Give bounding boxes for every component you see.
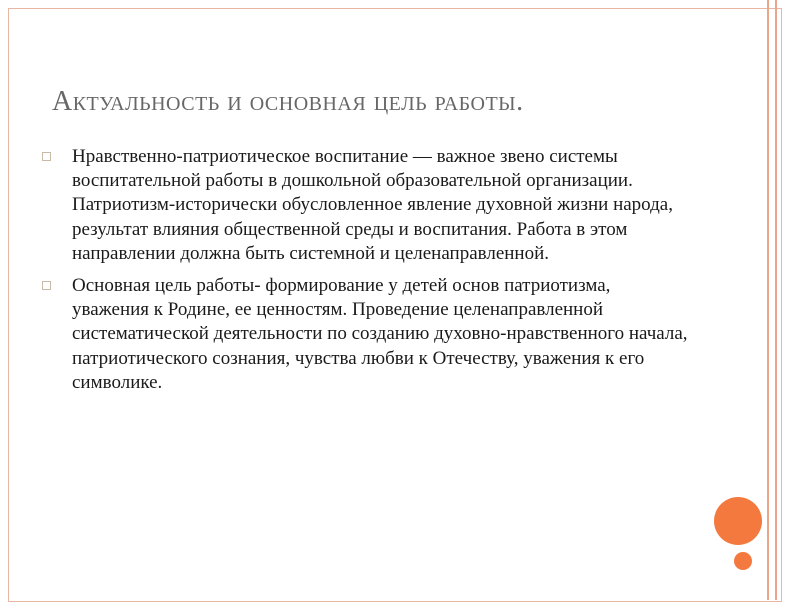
decor-circle-small bbox=[734, 552, 752, 570]
decor-stripe-left bbox=[767, 0, 769, 600]
bullet-text: Нравственно-патриотическое воспитание — важное звено системы воспитательной работы в дошкольной образовательной организации. Патриотизм-исторически обусловленное явление духовной жизни народа, результат влияния общественной среды и воспитания. Работа в этом направлении должна быть системной и целенаправленной. bbox=[72, 146, 673, 264]
bullet-text: Основная цель работы- формирование у детей основ патриотизма, уважения к Родине, ее ценностям. Проведение целенаправленной систематической деятельности по созданию духовно-нравственного начала, патриотического сознания, чувства любви к Отечеству, уважения к его символике. bbox=[72, 275, 688, 393]
decor-stripe-right bbox=[775, 0, 777, 600]
decor-circle-large bbox=[714, 497, 762, 545]
bullet-item bbox=[42, 145, 692, 266]
slide-title: Актуальность и основная цель работы. bbox=[52, 86, 524, 117]
square-bullet-icon bbox=[42, 152, 51, 161]
bullet-item bbox=[42, 274, 692, 395]
bullet-list bbox=[42, 145, 692, 403]
square-bullet-icon bbox=[42, 281, 51, 290]
